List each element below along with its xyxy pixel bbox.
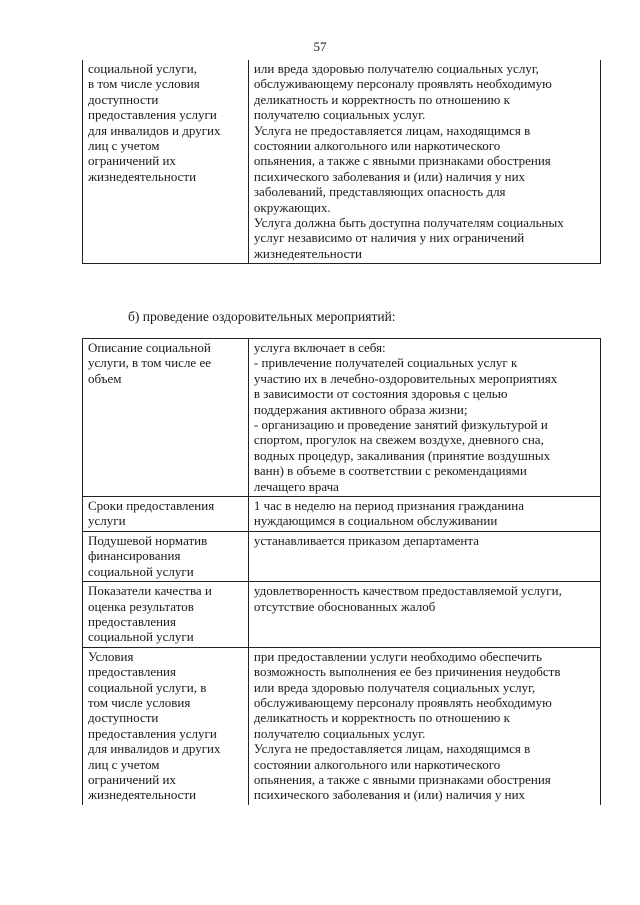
table-row xyxy=(83,531,601,581)
table-cell-label xyxy=(83,497,249,532)
cell-text: Сроки предоставления услуги xyxy=(88,498,215,529)
cell-text: при предоставлении услуги необходимо обеспечить возможность выполнения ее без причинения неудобств или вреда здоровью получателя социальных услуг, обслуживающему персоналу проявлять необходимую деликатность и корректность по отношению к получателю социальных услуг. Услуга не предоставляется лицам, находящимся в состоянии алкогольного или наркотического опьянения, а также с явными признаками обострения психического заболевания и (или) наличия у них xyxy=(253,648,561,803)
table-row xyxy=(83,339,601,497)
table-row xyxy=(83,497,601,532)
table-cell-label xyxy=(83,339,249,497)
service-table xyxy=(82,338,601,805)
table-cell-value xyxy=(248,647,600,805)
cell-text: удовлетворенность качеством предоставляемой услуги, отсутствие обоснованных жалоб xyxy=(253,583,562,614)
table-row xyxy=(83,60,601,264)
table-cell-value xyxy=(248,339,600,497)
page-number: 57 xyxy=(313,39,327,54)
table-cell-value xyxy=(248,531,600,581)
cell-text: услуга включает в себя: - привлечение получателей социальных услуг к участию их в лечебно-оздоровительных мероприятиях в зависимости от состояния здоровья с целью поддержания активного образа жизни; - организацию и проведение занятий физкультурой и спортом, прогулок на свежем воздухе, дневного сна, водных процедур, закаливания (принятие воздушных ванн) в объеме в соответствии с рекомендациями лечащего врача xyxy=(253,340,558,494)
table-cell-value xyxy=(248,497,600,532)
cell-text: устанавливается приказом департамента xyxy=(253,532,479,548)
table-cell-value xyxy=(248,60,600,264)
cell-text: Подушевой норматив финансирования социальной услуги xyxy=(88,532,208,579)
cell-text: Условия предоставления социальной услуги, в том числе условия доступности предоставления услуги для инвалидов и других лиц с учетом ограничений их жизнедеятельности xyxy=(88,648,221,803)
cell-text: 1 час в неделю на период признания гражданина нуждающимся в социальном обслуживании xyxy=(253,498,524,529)
cell-text: Описание социальной услуги, в том числе ее объем xyxy=(88,340,211,386)
section-heading: б) проведение оздоровительных мероприятий: xyxy=(128,309,396,324)
table-cell-label xyxy=(83,647,249,805)
table-cell-label xyxy=(83,60,249,264)
cell-text: или вреда здоровью получателю социальных услуг, обслуживающему персоналу проявлять необходимую деликатность и корректность по отношению к получателю социальных услуг. Услуга не предоставляется лицам, находящимся в состоянии алкогольного или наркотического опьянения, а также с явными признаками обострения психического заболевания и (или) наличия у них заболеваний, представляющих опасность для окружающих. Услуга должна быть доступна получателям социальных услуг независимо от наличия у них ограничений жизнедеятельности xyxy=(253,61,564,261)
table-cell-label xyxy=(83,582,249,648)
table-row xyxy=(83,582,601,648)
cell-text: социальной услуги, в том числе условия доступности предоставления услуги для инвалидов и других лиц с учетом ограничений их жизнедеятельности xyxy=(88,61,221,184)
cell-text: Показатели качества и оценка результатов предоставления социальной услуги xyxy=(88,583,212,645)
continued-table xyxy=(82,60,601,264)
table-cell-value xyxy=(248,582,600,648)
table-cell-label xyxy=(83,531,249,581)
table-row xyxy=(83,647,601,805)
